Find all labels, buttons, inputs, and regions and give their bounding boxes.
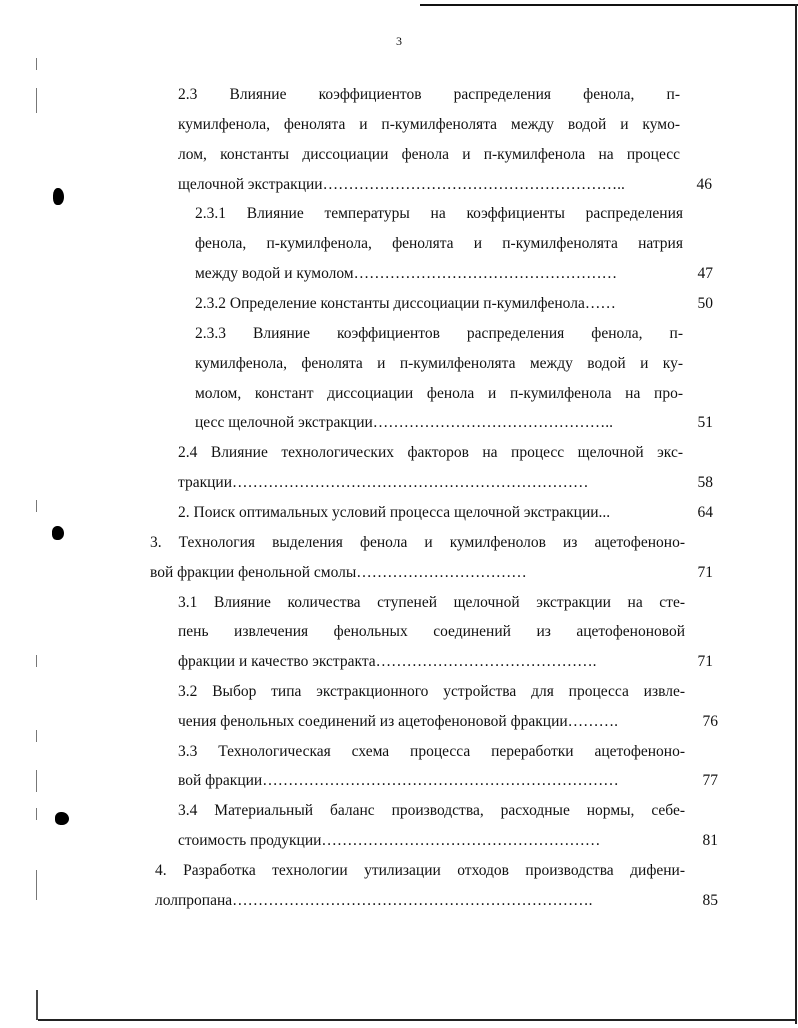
toc-entry-line: молом, констант диссоциации фенола и п-кумилфенола на про-	[195, 385, 683, 402]
scan-mark	[36, 808, 37, 820]
toc-entry-line: фракции и качество экстракта…………………………………….	[178, 653, 597, 670]
toc-page-number: 51	[697, 414, 713, 431]
toc-entry-line: вой фракции……………………………………………………………	[178, 772, 619, 789]
toc-entry-line: лолпропана…………………………………………………………….	[155, 892, 593, 909]
binder-hole-mark	[52, 526, 64, 540]
toc-page-number: 58	[697, 474, 713, 491]
toc-entry-line: 2.3 Влияние коэффициентов распределения фенола, п-	[178, 86, 680, 103]
toc-page-number: 47	[697, 265, 713, 282]
toc-entry-line: щелочной экстракции…………………………………………………..	[178, 176, 625, 193]
toc-page-number: 71	[697, 564, 713, 581]
scan-mark	[36, 500, 37, 512]
scan-mark	[36, 770, 37, 792]
toc-entry-line: 2.3.2 Определение константы диссоциации п-кумилфенола……	[195, 295, 616, 312]
page-number: 3	[396, 34, 402, 48]
toc-page-number: 50	[697, 295, 713, 312]
toc-entry-line: 3.3 Технологическая схема процесса переработки ацетофеноно-	[178, 743, 685, 760]
scan-mark	[36, 655, 37, 667]
toc-entry-line: фенола, п-кумилфенола, фенолята и п-кумилфенолята натрия	[195, 235, 683, 252]
toc-entry-line: 2.4 Влияние технологических факторов на процесс щелочной экс-	[178, 444, 683, 461]
toc-entry-line: тракции……………………………………………………………	[178, 474, 589, 491]
toc-entry-line: 2.3.3 Влияние коэффициентов распределения фенола, п-	[195, 325, 683, 342]
toc-entry-line: 4. Разработка технологии утилизации отходов производства дифени-	[155, 862, 685, 879]
toc-page-number: 81	[702, 832, 718, 849]
toc-entry-line: 2. Поиск оптимальных условий процесса щелочной экстракции...	[178, 504, 611, 521]
page-edge-top	[420, 4, 798, 6]
toc-entry-line: 3.2 Выбор типа экстракционного устройства для процесса извле-	[178, 683, 685, 700]
toc-entry-line: кумилфенола, фенолята и п-кумилфенолята между водой и ку-	[195, 355, 683, 372]
toc-entry-line: между водой и кумолом……………………………………………	[195, 265, 618, 282]
page-edge-bottom	[38, 1019, 795, 1021]
toc-entry-line: 3.1 Влияние количества ступеней щелочной экстракции на сте-	[178, 594, 685, 611]
scan-mark	[36, 870, 37, 900]
page-edge-right	[795, 4, 797, 1024]
toc-entry-line: кумилфенола, фенолята и п-кумилфенолята между водой и кумо-	[178, 116, 680, 133]
toc-entry-line: вой фракции фенольной смолы……………………………	[150, 564, 527, 581]
toc-page-number: 76	[702, 713, 718, 730]
toc-page-number: 64	[697, 504, 713, 521]
toc-page-number: 77	[702, 772, 718, 789]
scan-mark	[36, 58, 37, 70]
toc-entry-line: 3. Технология выделения фенола и кумилфенолов из ацетофеноно-	[150, 534, 685, 551]
toc-entry-line: пень извлечения фенольных соединений из ацетофеноновой	[178, 623, 685, 640]
scan-mark	[36, 730, 37, 742]
toc-entry-line: 3.4 Материальный баланс производства, расходные нормы, себе-	[178, 802, 685, 819]
binder-hole-mark	[53, 188, 64, 205]
toc-entry-line: лом, константы диссоциации фенола и п-кумилфенола на процесс	[178, 146, 680, 163]
toc-entry-line: цесс щелочной экстракции………………………………………..	[195, 414, 614, 431]
scan-mark	[36, 88, 37, 113]
toc-entry-line: 2.3.1 Влияние температуры на коэффициенты распределения	[195, 205, 683, 222]
binder-hole-mark	[55, 812, 69, 825]
toc-page-number: 85	[702, 892, 718, 909]
toc-page-number: 46	[696, 176, 712, 193]
toc-entry-line: стоимость продукции………………………………………………	[178, 832, 601, 849]
page-edge-left	[36, 990, 38, 1020]
toc-entry-line: чения фенольных соединений из ацетофеноновой фракции……….	[178, 713, 619, 730]
toc-page-number: 71	[697, 653, 713, 670]
